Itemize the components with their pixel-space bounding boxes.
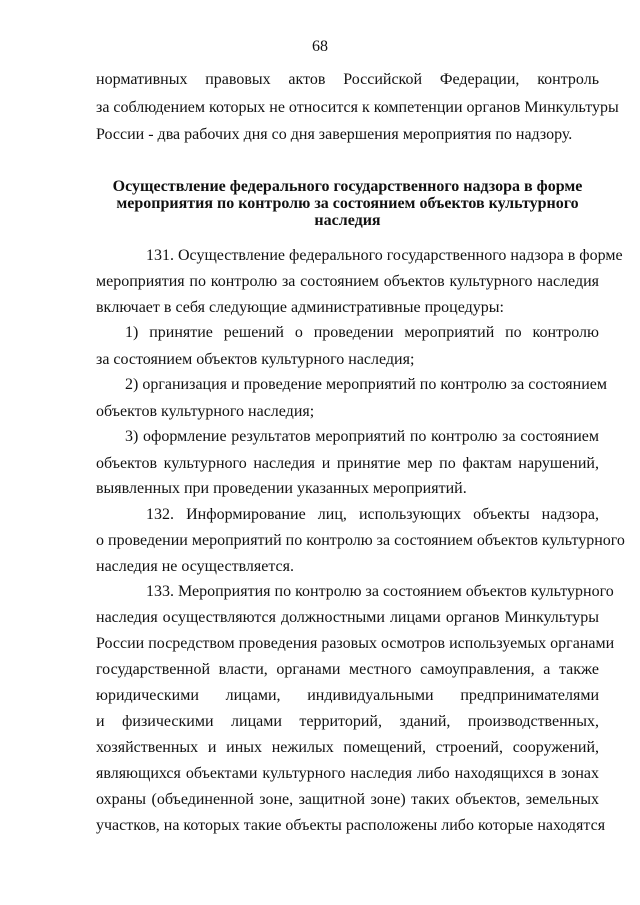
text-line: охраны (объединенной зоне, защитной зоне) таких объектов, земельных (96, 791, 599, 808)
text-line: выявленных при проведении указанных мероприятий. (96, 480, 467, 497)
text-line: 1) принятие решений о проведении мероприятий по контролю (125, 324, 599, 341)
text-line: объектов культурного наследия; (96, 403, 315, 420)
text-line: за соблюдением которых не относится к компетенции органов Минкультуры (96, 99, 619, 116)
text-line: 2) организация и проведение мероприятий по контролю за состоянием (125, 376, 608, 393)
heading-line: мероприятия по контролю за состоянием объектов культурного (116, 195, 579, 212)
page-number: 68 (312, 38, 328, 55)
text-line: за состоянием объектов культурного наследия; (96, 351, 415, 368)
text-line: наследия осуществляются должностными лицами органов Минкультуры (96, 609, 599, 626)
text-line: 3) оформление результатов мероприятий по контролю за состоянием (125, 428, 599, 445)
text-line: наследия не осуществляется. (96, 558, 295, 575)
text-line: государственной власти, органами местного самоуправления, а также (96, 661, 599, 678)
text-line: 132. Информирование лиц, использующих объекты надзора, (146, 506, 599, 523)
text-line: о проведении мероприятий по контролю за состоянием объектов культурного (96, 532, 625, 549)
text-line: мероприятия по контролю за состоянием объектов культурного наследия (96, 273, 599, 290)
text-line: нормативных правовых актов Российской Федерации, контроль (96, 71, 599, 88)
heading-line: наследия (314, 212, 381, 229)
text-line: России - два рабочих дня со дня завершения мероприятия по надзору. (96, 126, 573, 143)
text-line: включает в себя следующие административные процедуры: (96, 299, 504, 316)
text-line: 133. Мероприятия по контролю за состоянием объектов культурного (146, 583, 614, 600)
text-line: и физическими лицами территорий, зданий, производственных, (96, 713, 599, 730)
text-line: являющихся объектами культурного наследия либо находящихся в зонах (96, 765, 599, 782)
text-line: юридическими лицами, индивидуальными предпринимателями (96, 687, 599, 704)
text-line: России посредством проведения разовых осмотров используемых органами (96, 635, 615, 652)
heading-line: Осуществление федерального государственного надзора в форме (112, 178, 583, 195)
text-line: объектов культурного наследия и принятие мер по фактам нарушений, (96, 455, 599, 472)
text-line: 131. Осуществление федерального государственного надзора в форме (146, 247, 623, 264)
text-line: участков, на которых такие объекты расположены либо которые находятся (96, 817, 606, 834)
text-line: хозяйственных и иных нежилых помещений, строений, сооружений, (96, 739, 599, 756)
